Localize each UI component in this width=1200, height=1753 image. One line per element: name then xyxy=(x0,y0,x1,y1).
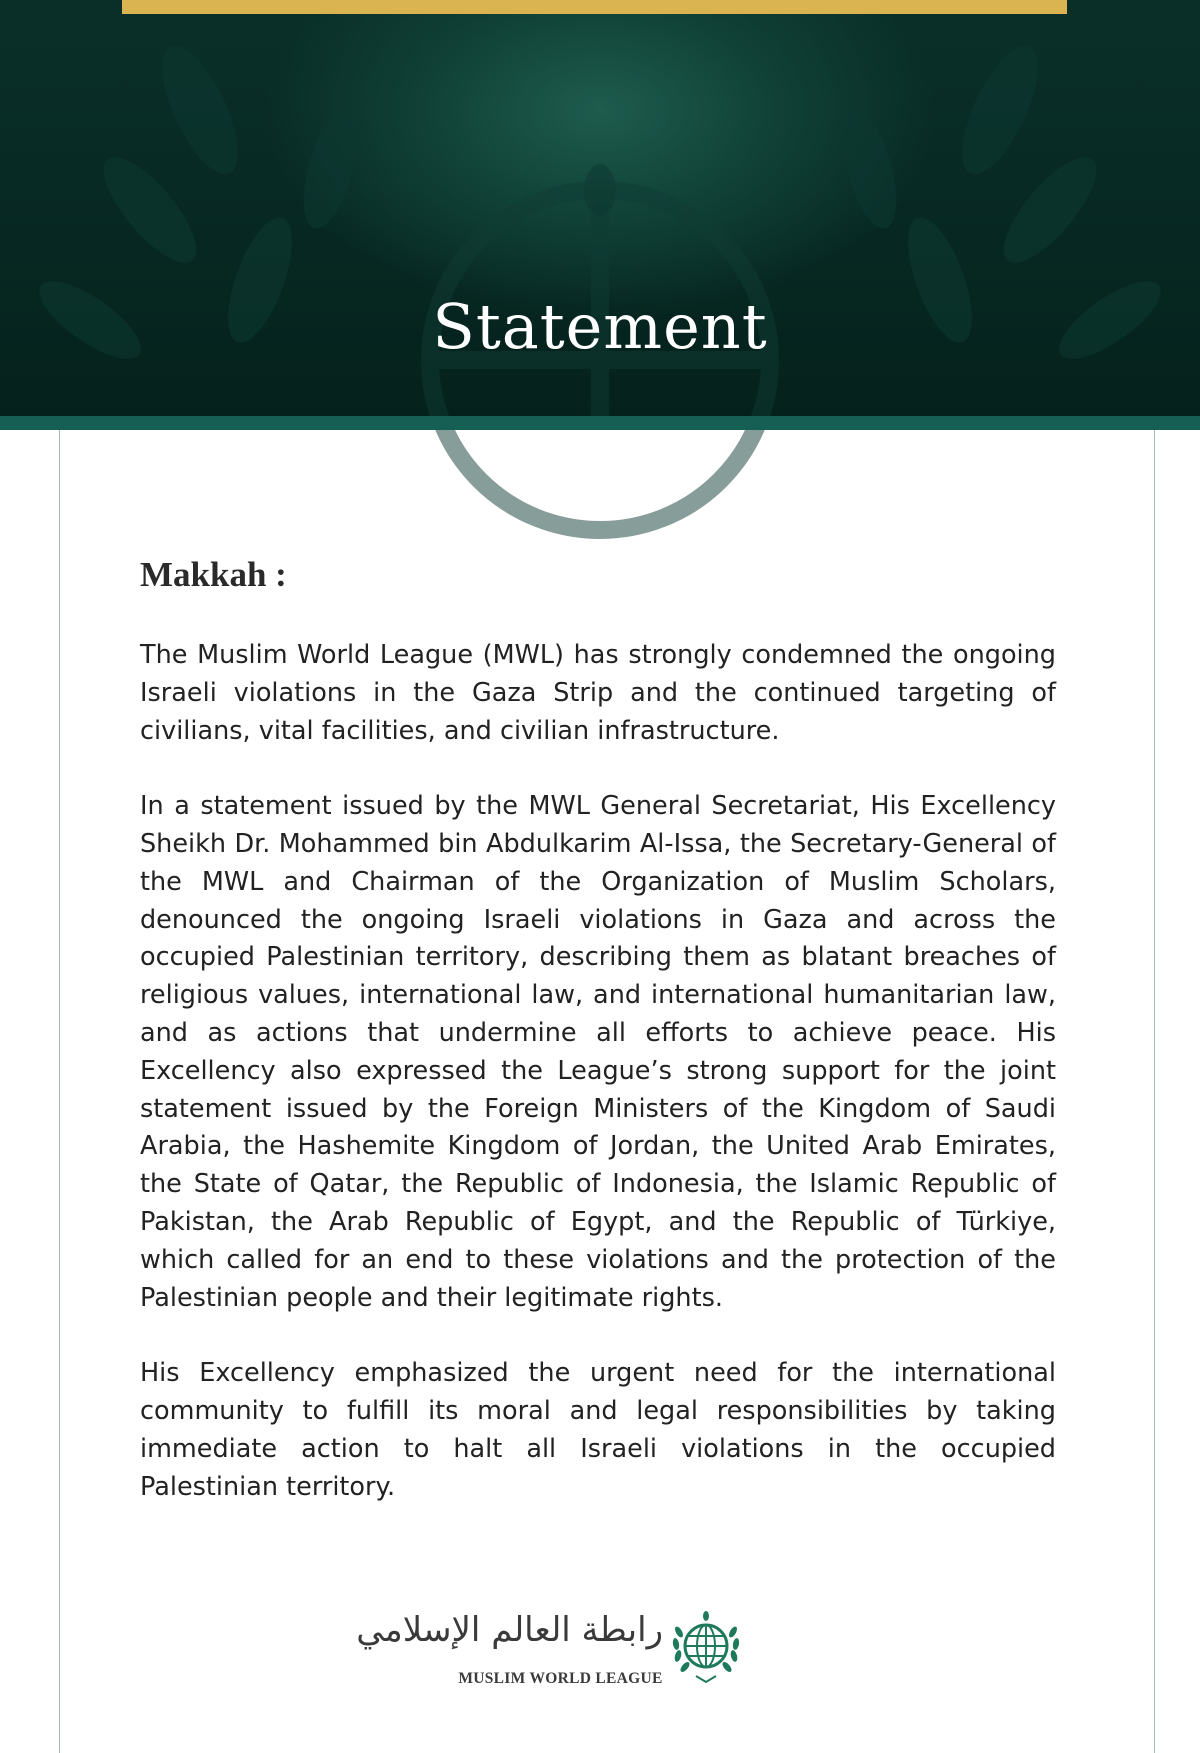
dateline-location: Makkah : xyxy=(140,555,287,594)
paragraph-2: In a statement issued by the MWL General Secretariat, His Excellency Sheikh Dr. Mohammed bin Abdulkarim Al-Issa, the Secretary-General of the MWL and Chairman of the Organization of Muslim Scholars, denounced the ongoing Israeli violations in Gaza and across the occupied Palestinian territory, describing them as blatant breaches of religious values, international law, and international humanitarian law, and as actions that undermine all efforts to achieve peace. His Excellency also expressed the League’s strong support for the joint statement issued by the Foreign Ministers of the Kingdom of Saudi Arabia, the Hashemite Kingdom of Jordan, the United Arab Emirates, the State of Qatar, the Republic of Indonesia, the Islamic Republic of Pakistan, the Arab Republic of Egypt, and the Republic of Türkiye, which called for an end to these violations and the protection of the Palestinian people and their legitimate rights. xyxy=(140,791,1056,1313)
logo-arabic-text: رابطة العالم الإسلامي xyxy=(356,1610,663,1650)
header-banner xyxy=(0,0,1200,416)
paragraph-3: His Excellency emphasized the urgent need for the international community to fulfill its moral and legal responsibilities by taking immediate action to halt all Israeli violations in the occupied Palestinian territory. xyxy=(140,1358,1056,1502)
gold-accent-bar xyxy=(122,0,1067,14)
logo-english-text: MUSLIM WORLD LEAGUE xyxy=(458,1670,663,1687)
right-frame-line xyxy=(1154,430,1155,1753)
mwl-logo xyxy=(356,1610,743,1690)
paragraph-1: The Muslim World League (MWL) has strongly condemned the ongoing Israeli violations in the Gaza Strip and the continued targeting of civilians, vital facilities, and civilian infrastructure. xyxy=(140,640,1056,746)
header-divider xyxy=(0,416,1200,430)
left-frame-line xyxy=(59,430,60,1753)
statement-body xyxy=(140,555,1056,1544)
globe-wreath-emblem-icon xyxy=(670,1610,742,1686)
page-title: Statement xyxy=(432,290,768,363)
